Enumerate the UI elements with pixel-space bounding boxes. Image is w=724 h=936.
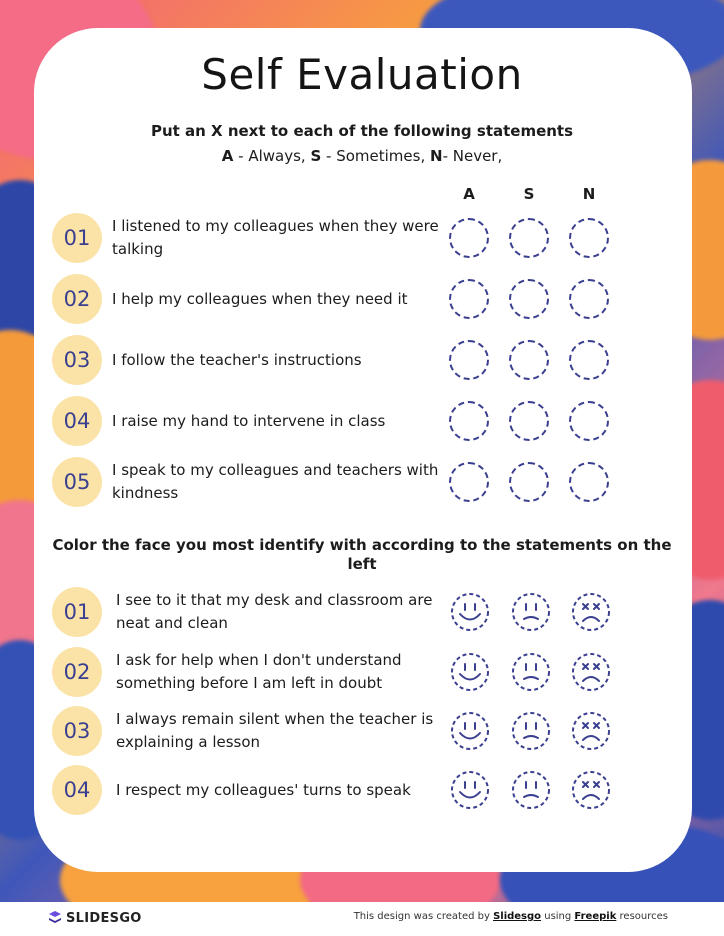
happy-face-icon[interactable] — [450, 770, 490, 810]
answer-circle-sometimes[interactable] — [509, 279, 549, 319]
statement-text: I always remain silent when the teacher is explaining a lesson — [116, 710, 434, 751]
footer-credit: This design was created by Slidesgo using Freepik resources — [353, 911, 668, 922]
statement-number: 05 — [52, 457, 102, 507]
statement-text: I raise my hand to intervene in class — [112, 411, 386, 430]
answer-circle-always[interactable] — [449, 462, 489, 502]
statement-number: 03 — [52, 335, 102, 385]
statement-number: 01 — [52, 587, 102, 637]
answer-circle-never[interactable] — [569, 340, 609, 380]
answer-circle-sometimes[interactable] — [509, 401, 549, 441]
slidesgo-link[interactable]: Slidesgo — [493, 911, 542, 922]
happy-face-icon[interactable] — [450, 711, 490, 751]
neutral-face-icon[interactable] — [511, 711, 551, 751]
sad-face-icon[interactable] — [571, 770, 611, 810]
answer-circle-always[interactable] — [449, 401, 489, 441]
column-header-never: N — [582, 185, 596, 203]
statement-number: 04 — [52, 765, 102, 815]
instructions-line1: Put an X next to each of the following statements — [150, 122, 574, 140]
statement-number: 03 — [52, 706, 102, 756]
statement-number: 01 — [52, 213, 102, 263]
statement-number: 04 — [52, 396, 102, 446]
statement-text: I follow the teacher's instructions — [112, 350, 362, 369]
neutral-face-icon[interactable] — [511, 770, 551, 810]
neutral-face-icon[interactable] — [511, 652, 551, 692]
statement-row — [52, 335, 672, 385]
statement-text: I speak to my colleagues and teachers with kindness — [112, 461, 439, 502]
answer-circle-never[interactable] — [569, 401, 609, 441]
answer-circle-always[interactable] — [449, 279, 489, 319]
answer-circle-sometimes[interactable] — [509, 462, 549, 502]
statement-row — [52, 274, 672, 324]
face-row — [52, 647, 672, 697]
instructions-key: A - Always, S - Sometimes, N- Never, — [221, 147, 503, 165]
happy-face-icon[interactable] — [450, 592, 490, 632]
happy-face-icon[interactable] — [450, 652, 490, 692]
statement-number: 02 — [52, 274, 102, 324]
sad-face-icon[interactable] — [571, 592, 611, 632]
face-row — [52, 587, 672, 637]
column-header-sometimes: S — [523, 185, 535, 203]
face-row — [52, 765, 672, 815]
statement-text: I ask for help when I don't understand something before I am left in doubt — [116, 651, 402, 692]
statement-text: I see to it that my desk and classroom are neat and clean — [116, 591, 433, 632]
page-title: Self Evaluation — [201, 50, 523, 99]
column-header-always: A — [463, 185, 475, 203]
answer-circle-sometimes[interactable] — [509, 218, 549, 258]
slidesgo-logo[interactable]: SLIDESGO — [48, 910, 142, 926]
sad-face-icon[interactable] — [571, 652, 611, 692]
face-row — [52, 706, 672, 756]
answer-circle-never[interactable] — [569, 218, 609, 258]
statement-row — [52, 396, 672, 446]
statement-text: I help my colleagues when they need it — [112, 289, 408, 308]
statement-text: I respect my colleagues' turns to speak — [116, 780, 411, 799]
statement-number: 02 — [52, 647, 102, 697]
answer-circle-sometimes[interactable] — [509, 340, 549, 380]
slidesgo-logo-icon — [48, 910, 62, 924]
answer-circle-always[interactable] — [449, 340, 489, 380]
statement-row — [52, 213, 672, 263]
statement-text: I listened to my colleagues when they were talking — [112, 217, 439, 258]
section2-heading: Color the face you most identify with according to the statements on the left — [52, 536, 672, 573]
footer — [0, 902, 724, 936]
answer-circle-never[interactable] — [569, 462, 609, 502]
statement-row — [52, 457, 672, 507]
neutral-face-icon[interactable] — [511, 592, 551, 632]
freepik-link[interactable]: Freepik — [574, 911, 617, 922]
answer-circle-never[interactable] — [569, 279, 609, 319]
answer-circle-always[interactable] — [449, 218, 489, 258]
sad-face-icon[interactable] — [571, 711, 611, 751]
